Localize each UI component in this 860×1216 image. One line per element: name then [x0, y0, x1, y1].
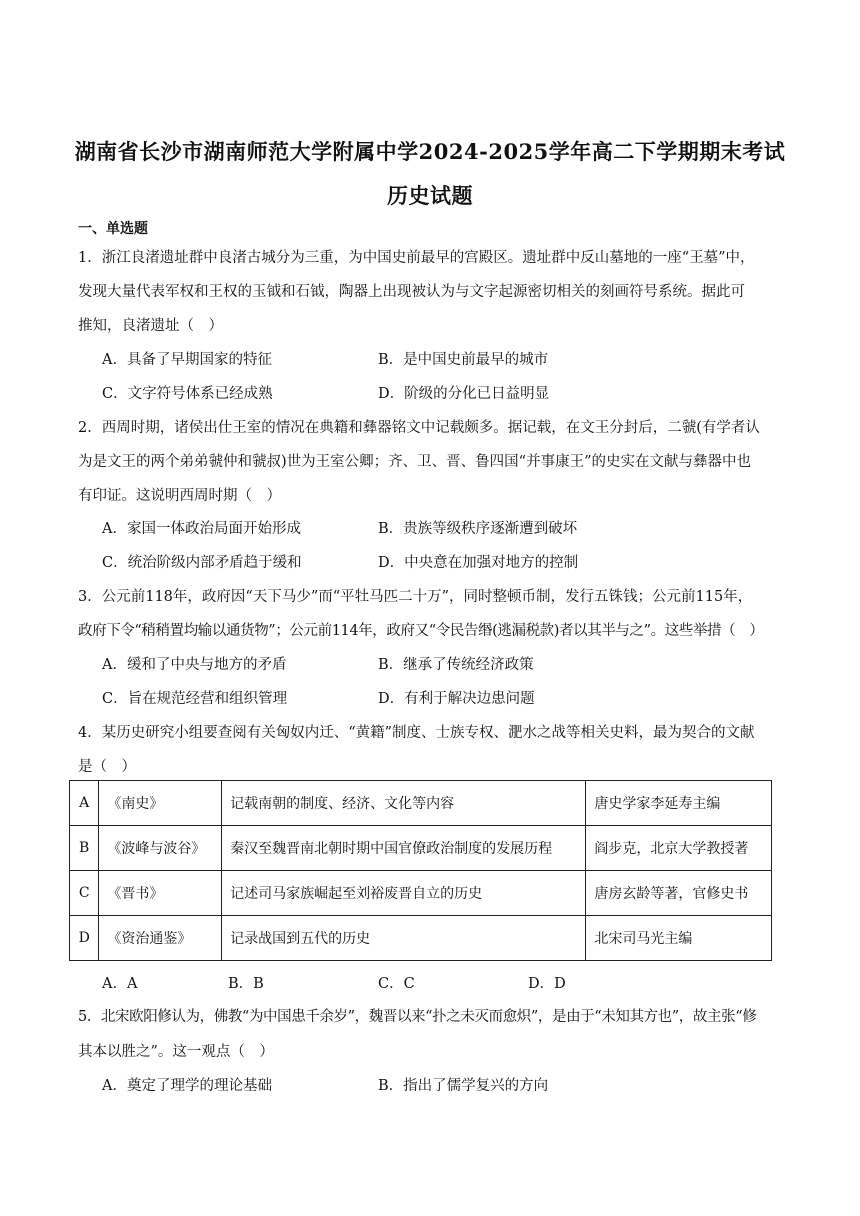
question-text-line: 3．公元前118年，政府因“天下马少”而“平牡马匹二十万”，同时整顿币制，发行五铢钱；公元前115年， [78, 589, 753, 605]
question-text-line: 4．某历史研究小组要查阅有关匈奴内迁、“黄籍”制度、士族专权、淝水之战等相关史料，最为契合的文献 [78, 725, 755, 741]
table-cell-content: 记录战国到五代的历史 [222, 916, 586, 961]
option-c[interactable]: C．旨在规范经营和组织管理 [102, 691, 288, 707]
table-row [70, 826, 772, 871]
question-text-line: 有印证。这说明西周时期（ ） [78, 488, 281, 504]
question-text-line: 为是文王的两个弟弟虢仲和虢叔)世为王室公卿；齐、卫、晋、鲁四国“并事康王”的史实在文献与彝器中也 [78, 454, 751, 470]
table-row [70, 916, 772, 961]
question-text-line: 1．浙江良渚遗址群中良渚古城分为三重，为中国史前最早的宫殿区。遗址群中反山墓地的一座“王墓”中， [78, 250, 755, 266]
option-b[interactable]: B．指出了儒学复兴的方向 [378, 1078, 549, 1094]
option-d[interactable]: D．有利于解决边患问题 [378, 691, 535, 707]
table-cell-content: 秦汉至魏晋南北朝时期中国官僚政治制度的发展历程 [222, 826, 586, 871]
section-heading: 一、单选题 [78, 221, 148, 237]
table-cell-content: 记述司马家族崛起至刘裕废晋自立的历史 [222, 871, 586, 916]
option-a[interactable]: A．A [102, 976, 138, 992]
option-a[interactable]: A．家国一体政治局面开始形成 [102, 521, 301, 537]
table-cell-book: 《资治通鉴》 [99, 916, 222, 961]
table-cell-author: 唐房玄龄等著，官修史书 [586, 871, 772, 916]
option-c[interactable]: C．C [378, 976, 415, 992]
option-d[interactable]: D．中央意在加强对地方的控制 [378, 555, 579, 571]
option-b[interactable]: B．是中国史前最早的城市 [378, 352, 549, 368]
option-d[interactable]: D．阶级的分化已日益明显 [378, 386, 550, 402]
table-cell-label: C [70, 871, 99, 916]
table-cell-book: 《波峰与波谷》 [99, 826, 222, 871]
option-a[interactable]: A．缓和了中央与地方的矛盾 [102, 657, 287, 673]
question-text-line: 是（ ） [78, 759, 136, 775]
question-text-line: 推知，良渚遗址（ ） [78, 318, 223, 334]
exam-title: 湖南省长沙市湖南师范大学附属中学2024-2025学年高二下学期期末考试 [74, 139, 786, 164]
option-c[interactable]: C．文字符号体系已经成熟 [102, 386, 273, 402]
table-cell-book: 《晋书》 [99, 871, 222, 916]
literature-table [69, 780, 772, 961]
table-cell-label: A [70, 781, 99, 826]
table-cell-book: 《南史》 [99, 781, 222, 826]
table-cell-content: 记载南朝的制度、经济、文化等内容 [222, 781, 586, 826]
table-row [70, 871, 772, 916]
option-b[interactable]: B．B [228, 976, 264, 992]
question-text-line: 2．西周时期，诸侯出仕王室的情况在典籍和彝器铭文中记载颇多。据记载，在文王分封后，二虢(有学者认 [78, 420, 760, 436]
option-a[interactable]: A．奠定了理学的理论基础 [102, 1078, 272, 1094]
option-b[interactable]: B．继承了传统经济政策 [378, 657, 534, 673]
table-cell-author: 北宋司马光主编 [586, 916, 772, 961]
option-a[interactable]: A．具备了早期国家的特征 [102, 352, 272, 368]
table-row [70, 781, 772, 826]
option-b[interactable]: B．贵族等级秩序逐渐遭到破坏 [378, 521, 578, 537]
question-text-line: 发现大量代表军权和王权的玉钺和石钺，陶器上出现被认为与文字起源密切相关的刻画符号系统。据此可 [78, 284, 745, 300]
table-cell-author: 阎步克，北京大学教授著 [586, 826, 772, 871]
question-text-line: 政府下令“稍稍置均输以通货物”；公元前114年，政府又“令民告缗(逃漏税款)者以其半与之”。这些举措（ ） [78, 623, 764, 639]
table-cell-author: 唐史学家李延寿主编 [586, 781, 772, 826]
question-text-line: 其本以胜之”。这一观点（ ） [78, 1044, 274, 1060]
table-cell-label: B [70, 826, 99, 871]
option-d[interactable]: D．D [528, 976, 566, 992]
question-text-line: 5．北宋欧阳修认为，佛教“为中国患千余岁”，魏晋以来“扑之未灭而愈炽”，是由于“未知其方也”，故主张“修 [78, 1009, 757, 1025]
option-c[interactable]: C．统治阶级内部矛盾趋于缓和 [102, 555, 302, 571]
table-cell-label: D [70, 916, 99, 961]
exam-subject-title: 历史试题 [387, 183, 473, 208]
